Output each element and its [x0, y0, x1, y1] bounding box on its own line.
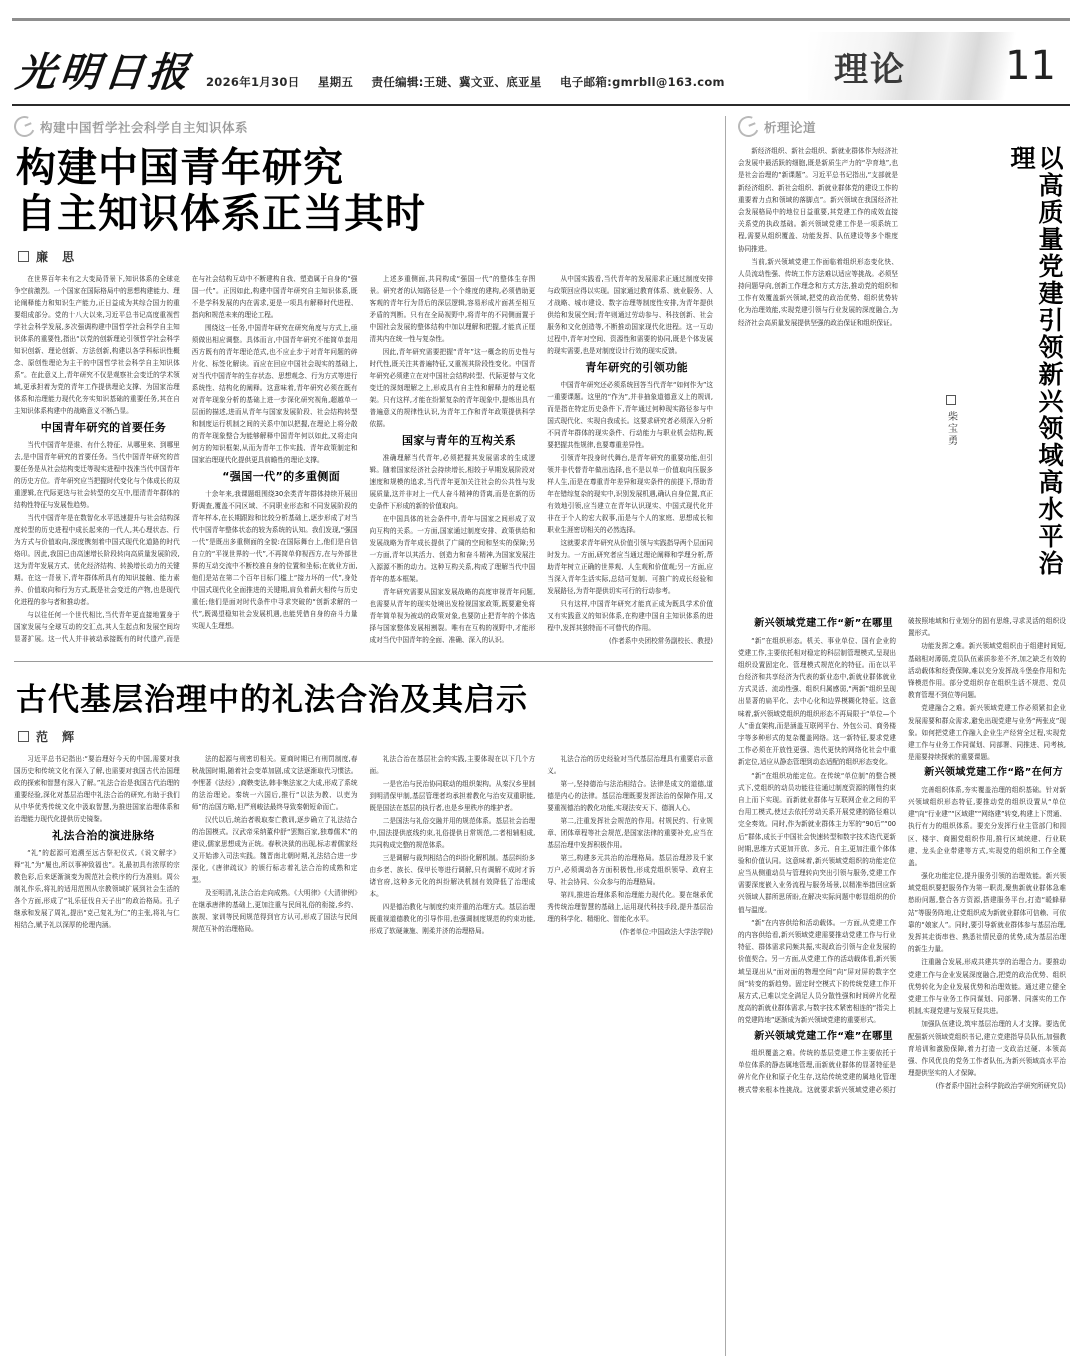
body-paragraph: 上述多重侧面,共同构成“强国一代”的整体生存图景。研究者的认知路径是一个个维度的建构,必须借助更客观的青年行为背后的深层逻辑,容易形成片面甚至相互矛盾的判断。只有在全局视野中,将青年的不同侧面置于中国社会发展的整体结构中加以理解和把握,才能真正厘清其内在统一性与复杂性。 [369, 274, 536, 343]
article-signature: (作者系中央团校常务副校长、教授) [608, 636, 713, 645]
article-youth-research [14, 116, 713, 653]
article3-byline [944, 395, 959, 447]
g-logo-icon [735, 113, 762, 140]
body-paragraph: 这就要求青年研究从价值引领与实践指导两个层面同时发力。一方面,研究者应当通过理论阐释和学理分析,帮助青年树立正确的世界观、人生观和价值观;另一方面,应当深入青年生活实际,总结可复制、可推广的成长经验和发展路径,为青年提供切实可行的行动参考。 [547, 538, 713, 595]
body-paragraph: 第三,构建多元共治的治理格局。基层治理涉及千家万户,必须调动各方面积极性,形成党组织领导、政府主导、社会协同、公众参与的治理格局。 [547, 853, 713, 886]
body-paragraph: 与以往任何一个世代相比,当代青年更直接地置身于国家发展与全球互动的交汇点,其人生起点和发展空间均显著扩展。这一代人并非被动承接既有的时代遗产,而是在与社会结构互动中不断建构自我、塑造属于自身的“强国一代”。正因如此,构建中国青年研究自主知识体系,既不是学科发展的内在需求,更是一项具有解释时代进程、指向和规范未来的理论工程。 [14, 274, 358, 643]
dateline [206, 74, 739, 104]
article-subheading: 中国青年研究的首要任务 [40, 420, 167, 434]
rubric-label: 析理论道 [764, 119, 817, 135]
byline-square-icon [18, 731, 29, 742]
article-subheading: 新兴领域党建工作“难”在哪里 [754, 1030, 893, 1042]
body-paragraph: “新”在组织形态。机关、事业单位、国有企业的党建工作,主要依托相对稳定的科层制管理模式,呈现出组织设置固定化、管理模式规范化的特征。而在以平台经济和共享经济为代表的新业态中,新就业群体就业方式灵活、流动性强、组织归属感弱,“两新”组织呈现出显著的扁平化、去中心化和边界模糊化特征。这意味着,新兴领域党组织的组织形态不再局限于“单位—个人”垂直架构,而是涵盖互联网平台、外包公司、商务楼宇等多种形式的复杂覆盖网络。这一新特征,要求党建工作必须在开放性更强、迭代更快的网络化社会中重新定位,适应从静态管理到动态适配的组织形态变化。 [738, 636, 896, 767]
body-paragraph: 在世界百年未有之大变局背景下,知识体系的全球竞争空前激烈。一个国家在国际格局中的思想构建能力、理论阐释能力和知识生产能力,正日益成为其综合国力的重要组成部分。党的十八大以来,习近平总书记高度重视哲学社会科学发展,多次强调构建中国哲学社会科学自主知识体系的重要性,指出“以党的创新理论引领哲学社会科学知识创新、理论创新、方法创新,构建以各学科标识性概念、原创性理论为主干的中国哲学社会科学自主知识体系”。在此意义上,青年研究不仅是观察社会变迁的学术领域,更承担着为党的青年工作提供理论支撑、为国家治理体系和治理能力现代化夯实知识基础的重要任务,其在自主知识体系构建中的战略意义不断凸显。 [14, 274, 180, 415]
article1-headline [16, 145, 713, 238]
article3-top [738, 145, 1066, 615]
weekday: 星期五 [317, 75, 354, 89]
body-paragraph: 青年研究需要从国家发展战略的高度审视青年问题,也需要从青年的现实处境出发检视国家政策,既要避免将青年简单视为被动的政策对象,也要防止把青年的个体选择与国家整体发展相割裂。唯有在互构的视野中,才能形成对当代中国青年的全面、准确、深入的认识。 [369, 587, 536, 644]
body-paragraph: 第二,注重发挥社会规范的作用。村规民约、行业规章、团体章程等社会规范,是国家法律的重要补充,应当在基层治理中发挥积极作用。 [547, 816, 713, 849]
body-paragraph: 当代中国青年是在数智化水平迅速提升与社会结构深度转型的历史进程中成长起来的一代人,其心理状态、行为方式与价值取向,深度镌刻着中国式现代化道路的时代烙印。因此,我国已由高速增长阶段转向高质量发展阶段,这为青年发展方式、优化经济结构、转换增长动力的关键期。在这一背景下,青年群体所具有的知识接触、能力素养、价值取向和行为方式,既是社会变迁的产物,也是现代化进程的参与者和推动者。 [14, 513, 180, 606]
body-paragraph: 围绕这一任务,中国青年研究在研究角度与方式上,亟须做出相应调整。具体而言,中国青年研究不能简单套用西方既有的青年理论范式,也不应止步于对青年问题的碎片化、标签化解读。而应在回应中国社会现实的基础上,对当代中国青年的生存状态、思想观念、行为方式等进行系统性、结构化的阐释。这意味着,青年研究必须在既有对青年现象分析的基础上进一步深化研究视角,超越单一层面的描述,进而从青年与国家发展阶段、社会结构转型和制度运行机制之间的关系中加以把握,在理论上将分散的青年现象整合为能够解释中国青年何以如此,又将走向何方的知识框架,从而为青年工作实践、青年政策制定和国家治理现代化提供更具前瞻性的理论支撑。 [191, 323, 358, 464]
body-paragraph: 组织覆盖之难。传统的基层党建工作主要依托于单位体系的静态属地管理,而新就业群体的显著特征是碎片化作业和原子化生存,这给传统党建的属地化管理模式带来根本性挑战。这就要求新兴领域党建必须打破按照地域和行业划分的固有思维,寻求灵活的组织设置形式。 [738, 617, 1066, 1094]
body-paragraph: “礼”的起源可追溯至远古祭祀仪式,《说文解字》释“礼”为“履也,所以事神致福也”。礼最初具有浓厚的宗教色彩,后来逐渐演变为规范社会秩序的行为准则。周公制礼作乐,将礼的适用范围从宗教领域扩展到社会生活的各个方面,形成了“礼乐征伐自天子出”的政治格局。孔子继承和发展了周礼,提出“克己复礼为仁”的主张,将礼与仁相结合,赋予礼以深厚的伦理内涵。 [14, 848, 180, 929]
rubric-article1 [14, 116, 713, 137]
newspaper-page [0, 18, 1080, 1367]
body-paragraph: 法的起源与刑密切相关。夏商时期已有刑罚制度,春秋战国时期,随着社会变革加剧,成文法逐渐取代习惯法。李悝著《法经》,商鞅变法,韩非集法家之大成,形成了系统的法治理论。秦统一六国后,推行“以法为教、以吏为师”的治国方略,但严刑峻法最终导致秦朝短命而亡。 [191, 754, 358, 811]
article-subheading: 青年研究的引领功能 [585, 360, 689, 374]
body-paragraph: 礼法合治在基层社会的实践,主要体现在以下几个方面。 [369, 754, 536, 775]
article3-headline: 以高质量党建引领新兴领域高水平治理 [1007, 145, 1062, 577]
byline-square-icon [946, 395, 956, 405]
body-paragraph: 引领青年投身时代舞台,是青年研究的重要功能,但引领并非代替青年做出选择,也不是以单一价值取向压服多样人生,而是在尊重青年差异和现实条件的前提下,帮助青年在错综复杂的现实中,识别发展机遇,确认自身位置,真正有效地引领,应当建立在青年认识现实、中国式现代化并非在于个人的宏大叙事,而是与个人的家庭、思想成长和职业生涯密切相关的必然选择。 [547, 453, 713, 534]
article3-author: 柴宝勇 [945, 411, 957, 447]
right-zone [726, 116, 1066, 1356]
article-subheading: 国家与青年的互构关系 [401, 433, 516, 447]
editors: 责任编辑:王琎、冀文亚、底亚星 [371, 75, 542, 89]
masthead-top-rule [12, 18, 1070, 21]
article-signature: (作者系中国社会科学院政治学研究所研究员) [935, 1082, 1066, 1091]
article-ancient-governance [14, 662, 713, 938]
body-paragraph: 十余年来,我课题组围绕30余类青年群体持续开展田野调查,覆盖不同区域、不同职业形态和不同发展阶段的青年样本,在长期跟踪和比较分析基础上,逐步形成了对当代中国青年整体状态的较为系统的认知。我们发现,“强国一代”是既出多重侧面的全貌:在国际舞台上,他们是自信自立的“平视世界的一代”,不再简单仰视西方,在与外部世界的互动交流中不断校准自身的位置和坐标;在就业方面,他们是站在第二个百年目标门槛上“接力坏的一代”,身处中国式现代化全面推进的关键期,肩负着薪火相传与历史重任;他们是面对时代条件中寻求突破的“创新求解的一代”,既渴望稳知社会发展机遇,也能凭借自身的奋斗力量实现人生理想。 [191, 489, 358, 630]
article2-byline [18, 728, 713, 745]
left-zone [14, 116, 726, 1356]
body-paragraph: 二是国法与礼俗交融并用的规范体系。基层社会治理中,国法提供底线约束,礼俗提供日常规范,二者相辅相成,共同构成完整的规范体系。 [369, 816, 536, 849]
section-name: 理论 [834, 51, 906, 89]
body-paragraph: 从中国实践看,当代青年的发展需求正通过制度安排与政策回应得以实现。国家通过教育体系、就业服务、人才战略、城市建设、数字治理等制度性安排,为青年提供供给和发展空间;青年则通过劳动参与、科技创新、社会服务和文化创造等,不断推动国家现代化进程。这一互动过程中,青年对空间、资源性和需要的协同,既是个体发展的现实需要,也是对制度设计行效的现实反馈。 [547, 274, 713, 355]
body-paragraph: 当前,新兴领域党建工作面临着组织形态变化快、人员流动性强、传统工作方法难以适应等挑战。必须坚持问题导向,创新工作理念和方式方法,推动党的组织和工作有效覆盖新兴领域,把党的政治优势、组织优势转化为治理效能,实现党建引领与行业发展的深度融合,为经济社会高质量发展提供坚强的政治保证和组织保证。 [738, 257, 898, 327]
section-tag [808, 32, 1070, 100]
article-subheading: “强国一代”的多重侧面 [222, 469, 341, 483]
body-paragraph: “新”在内容供给和活动载体。一方面,从党建工作的内容供给看,新兴领域党建需要推动党建工作与行业特征、群体需求同频共振,实现政治引领与企业发展的价值契合。另一方面,从党建工作的活动载体看,新兴领域呈现出从“面对面的物理空间”向“屏对屏的数字空间”转变的新趋势。固定时空模式下的传统党建工作开展方式,已难以完全满足人员分散性强和时间碎片化程度高的新就业群体需求,与数字技术紧密相连的“指尖上的党建阵地”逐渐成为新兴领域党建的重要形式。 [738, 918, 896, 1025]
article-signature: (作者单位:中国政法大学法学院) [619, 927, 713, 936]
body-paragraph: 习近平总书记指出:“要治理好今天的中国,需要对我国历史和传统文化有深入了解,也需要对我国古代治国理政的探索和智慧有深入了解。”礼法合治是我国古代治理的重要经验,深化对基层治理中礼法合治的研究,有助于我们从中华优秀传统文化中汲取智慧,为推进国家治理体系和治理能力现代化提供历史镜鉴。 [14, 754, 180, 823]
body-paragraph: 第一,坚持德治与法治相结合。法律是成文的道德,道德是内心的法律。基层治理既要发挥法治的保障作用,又要重视德治的教化功能,实现法安天下、德润人心。 [547, 779, 713, 812]
article-subheading: 礼法合治的演进脉络 [52, 828, 155, 842]
body-paragraph: 党建融合之难。新兴领域党建工作必须紧扣企业发展需要和群众需求,避免出现党建与业务“两张皮”现象。如何把党建工作融入企业生产经营全过程,实现党建工作与业务工作同谋划、同部署、同推进、同考核,是需要持续探索的重要课题。 [908, 704, 1066, 762]
rubric-article3 [738, 116, 1066, 137]
body-paragraph: 当代中国青年是谁、有什么特征、从哪里来、到哪里去,是中国青年研究的首要任务。当代中国青年研究的首要任务是从社会结构变迁等现实进程中找准当代中国青年的历史方位。青年研究应当把握时代变化与个体成长的双重逻辑,在代际更迭与社会转型的交互中,厘清青年群体的结构性特征与发展性趋势。 [14, 440, 180, 509]
article1-author: 廉 思 [36, 249, 80, 264]
article-subheading: 新兴领域党建工作“路”在何方 [924, 767, 1063, 779]
body-paragraph: 加强队伍建设,筑牢基层治理的人才支撑。要选优配强新兴领域党组织书记,建立党建指导员队伍,加强教育培训和激励保障,着力打造一支政治过硬、本领高强、作风优良的党务工作者队伍,为新兴领域高水平治理提供坚实的人才保障。 [908, 1020, 1066, 1078]
body-paragraph: 功能发挥之难。新兴领域党组织由于组建时间短,基础相对薄弱,党员队伍素质参差不齐,加之缺乏有效的活动载体和经费保障,难以充分发挥战斗堡垒作用和先锋模范作用。部分党组织存在组织生活不规范、党员教育管理不到位等问题。 [908, 642, 1066, 700]
article2-headline: 古代基层治理中的礼法合治及其启示 [16, 681, 528, 717]
article3-lead [738, 145, 898, 330]
article3-body [738, 615, 1066, 1356]
body-paragraph: 在中国具体的社会条件中,青年与国家之间形成了双向互构的关系。一方面,国家通过制度安排、政策供给和发展战略为青年成长提供了广阔的空间和坚实的保障;另一方面,青年以其活力、创造力和奋斗精神,为国家发展注入源源不断的动力。这种互构关系,构成了理解当代中国青年的基本框架。 [369, 514, 536, 583]
page-content [14, 116, 1068, 1356]
body-paragraph: 汉代以后,统治者吸取秦亡教训,逐步确立了礼法结合的治国模式。汉武帝采纳董仲舒“罢黜百家,独尊儒术”的建议,儒家思想成为正统。春秋决狱的出现,标志着儒家经义开始渗入司法实践。魏晋南北朝时期,礼法结合进一步深化,《唐律疏议》的颁行标志着礼法合治的成熟和定型。 [191, 815, 358, 884]
publication-date: 2026年1月30日 [206, 75, 300, 89]
body-paragraph: “新”在组织功能定位。在传统“单位制”的整合模式下,党组织的动员功能往往通过制度资源的刚性约束自上而下实现。而新就业群体与互联网企业之间的平台用工模式,使过去依托劳动关系开展党建的路径难以完全奏效。同时,作为新就业群体主力军的“90后”“00后”群体,成长于中国社会快速转型和数字技术迭代更新时期,思维方式更加开放、多元、自主,更加注重个体体验和价值认同。这意味着,新兴领域党组织的功能定位应当从侧重动员与管理转向突出引领与服务,党建工作需要深度嵌入业务流程与服务场景,以精准举措回应新兴领域人群所思所盼,在解决实际问题中彰显组织的价值与温度。 [738, 771, 896, 914]
body-paragraph: 及至明清,礼法合治走向成熟。《大明律》《大清律例》在继承唐律的基础上,更加注重与民间礼俗的衔接,乡约、族规、家训等民间规范得到官方认可,形成了国法与民间规范互补的治理格局。 [191, 888, 358, 933]
body-paragraph: 四是德治教化与制度约束并重的治理方式。基层治理既重视道德教化的引导作用,也强调制度规范的约束功能,形成了软硬兼施、刚柔并济的治理格局。 [369, 902, 536, 935]
email: 电子邮箱:gmrbll@163.com [559, 75, 725, 89]
rubric-label: 构建中国哲学社会科学自主知识体系 [40, 119, 249, 135]
body-paragraph: 因此,青年研究需要把握“青年”这一概念的历史性与时代性,既关注其普遍特征,又重视其阶段性变化。中国青年研究必须建立在对中国社会结构转型、代际更替与文化变迁的深刻理解之上,形成具有自主性和解释力的理论框架。只有这样,才能在纷繁复杂的青年现象中,提炼出具有普遍意义的规律性认识,为青年工作和青年政策提供科学依据。 [369, 347, 536, 428]
body-paragraph: 准确理解当代青年,必须把握其发展需求的生成逻辑。随着国家经济社会持续增长,相较于早期发展阶段对速度和规模的追求,当代青年更加关注社会的公共性与发展质量,这并非对上一代人奋斗精神的背离,而是在新的历史条件下形成的新的价值取向。 [369, 453, 536, 510]
body-paragraph: 只有这样,中国青年研究才能真正成为既具学术价值又有实践意义的知识体系,在构建中国自主知识体系的进程中,发挥其独特而不可替代的作用。 [547, 599, 713, 632]
body-paragraph: 强化功能定位,提升服务引领的治理效能。新兴领域党组织要把服务作为第一职责,聚焦新就业群体急难愁盼问题,整合各方资源,搭建服务平台,打造“暖蜂驿站”等服务阵地,让党组织成为新就业群体可信赖、可依靠的“娘家人”。同时,要引导新就业群体参与基层治理,发挥其走街串巷、熟悉社情民意的优势,成为基层治理的新生力量。 [908, 872, 1066, 954]
body-paragraph: 礼法合治的历史经验对当代基层治理具有重要启示意义。 [547, 754, 713, 775]
body-paragraph: 完善组织体系,夯实覆盖治理的组织基础。针对新兴领域组织形态特征,要推动党的组织设置从“单位建”向“行业建”“区域建”“网络建”转变,构建上下贯通、执行有力的组织体系。要充分发挥行业主管部门和园区、楼宇、商圈党组织作用,推行区域统建、行业联建、龙头企业带建等方式,实现党的组织和工作全覆盖。 [908, 785, 1066, 867]
body-paragraph: 第四,推进治理体系和治理能力现代化。要在继承优秀传统治理智慧的基础上,运用现代科技手段,提升基层治理的科学化、精细化、智能化水平。 [547, 890, 713, 923]
body-paragraph: 一是官治与民治协同联动的组织架构。从秦汉乡里制到明清保甲制,基层管理者均承担着教化与治安双重职能,既是国法在基层的执行者,也是乡里秩序的维护者。 [369, 779, 536, 812]
article1-body [14, 273, 713, 647]
byline-square-icon [18, 251, 29, 262]
headline-line-1: 构建中国青年研究 [16, 145, 344, 190]
g-logo-icon [11, 113, 38, 140]
article2-author: 范 辉 [36, 729, 80, 744]
body-paragraph: 中国青年研究还必须系统回答当代青年“如何作为”这一重要课题。这里的“作为”,并非抽象道德意义上的规训,而是指在特定历史条件下,青年通过何种现实路径参与中国式现代化、实现自我成长。这要求研究者必须深入分析不同青年群体的现实条件、行动能力与职业机会结构,既要把握共性规律,也要尊重差异性。 [547, 380, 713, 449]
body-paragraph: 新经济组织、新社会组织、新就业群体作为经济社会发展中最活跃的细胞,既是新质生产力的“孕育地”,也是社会治理的“新课题”。习近平总书记指出,“支部就是新经济组织、新社会组织、新就业群体党的建设工作的重要着力点和领域的落脚点”。新兴领域在我国经济社会发展格局中的地位日益重要,其党建工作的成效直接关系党的执政基础。新兴领域党建工作是一项系统工程,需要从组织覆盖、功能发挥、队伍建设等多个维度协同推进。 [738, 147, 898, 253]
article2-body [14, 753, 713, 938]
body-paragraph: 三是调解与裁判相结合的纠纷化解机制。基层纠纷多由乡老、族长、保甲长等进行调解,只有调解不成时才诉诸官府,这种多元化的纠纷解决机制有效降低了治理成本。 [369, 853, 536, 898]
article1-byline [18, 248, 713, 265]
article-subheading: 新兴领域党建工作“新”在哪里 [754, 618, 893, 629]
page-number: 11 [1005, 43, 1056, 89]
headline-line-2: 自主知识体系正当其时 [16, 191, 426, 237]
newspaper-logo: 光明日报 [13, 50, 195, 95]
masthead [12, 18, 1070, 106]
body-paragraph: 注重融合发展,形成共建共享的治理合力。要推动党建工作与企业发展深度融合,把党的政治优势、组织优势转化为企业发展优势和治理效能。通过建立健全党建工作与业务工作同谋划、同部署、同落实的工作机制,实现党建与发展互促共进。 [908, 958, 1066, 1016]
